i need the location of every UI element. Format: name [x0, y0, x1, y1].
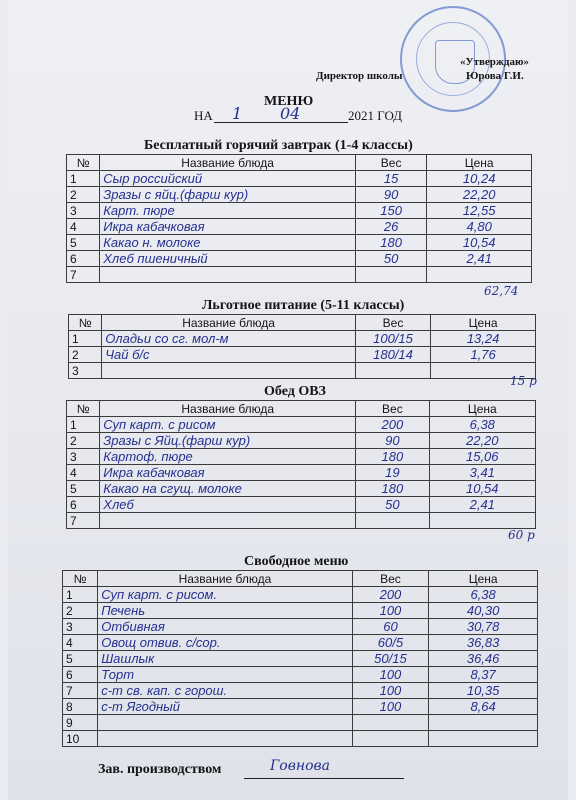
dish-price: 40,30 — [429, 603, 538, 619]
dish-weight: 50 — [355, 251, 426, 267]
table-row — [63, 635, 538, 651]
row-number: 6 — [63, 667, 98, 683]
dish-weight: 100 — [352, 699, 429, 715]
dish-name — [98, 731, 352, 747]
ovz-total: 60 р — [508, 528, 535, 542]
dish-weight — [352, 731, 429, 747]
table-row — [69, 347, 536, 363]
director-label: Директор школы — [316, 70, 403, 82]
menu-title: МЕНЮ — [264, 94, 314, 109]
row-number: 10 — [63, 731, 98, 747]
table-row — [67, 219, 532, 235]
dish-weight: 200 — [356, 417, 429, 433]
dish-weight: 60 — [352, 619, 429, 635]
table-row — [67, 449, 536, 465]
table-header-row — [69, 315, 536, 331]
dish-weight — [355, 267, 426, 283]
dish-name: Суп карт. с рисом. — [98, 587, 352, 603]
dish-price: 6,38 — [429, 417, 535, 433]
dish-name: Карт. пюре — [100, 203, 356, 219]
table-row — [67, 513, 536, 529]
dish-name: Зразы с Яйц.(фарш кур) — [100, 433, 356, 449]
manager-signature: Говнова — [270, 758, 330, 774]
dish-name — [102, 363, 356, 379]
dish-price: 3,41 — [429, 465, 535, 481]
date-na-label: НА — [194, 108, 213, 123]
dish-name — [98, 715, 352, 731]
row-number: 6 — [67, 251, 100, 267]
col-weight-header: Вес — [355, 315, 430, 331]
row-number: 3 — [67, 449, 100, 465]
dish-price: 13,24 — [431, 331, 536, 347]
dish-price — [429, 715, 538, 731]
row-number: 5 — [63, 651, 98, 667]
director-name: Юрова Г.И. — [466, 70, 524, 82]
table-row — [67, 251, 532, 267]
dish-name: Зразы с яйц.(фарш кур) — [100, 187, 356, 203]
date-month: 04 — [280, 104, 301, 123]
dish-weight: 100/15 — [355, 331, 430, 347]
dish-weight: 19 — [356, 465, 429, 481]
dish-name: с-т св. кап. с горош. — [98, 683, 352, 699]
free-section-title: Свободное меню — [244, 554, 349, 569]
col-price-header: Цена — [429, 571, 538, 587]
dish-name: Отбивная — [98, 619, 352, 635]
dish-price: 8,37 — [429, 667, 538, 683]
dish-weight: 150 — [355, 203, 426, 219]
col-number-header: № — [69, 315, 102, 331]
dish-name: Чай б/с — [102, 347, 356, 363]
breakfast-total: 62,74 — [484, 284, 519, 298]
dish-price: 6,38 — [429, 587, 538, 603]
table-row — [63, 667, 538, 683]
table-row — [67, 465, 536, 481]
table-row — [69, 363, 536, 379]
dish-weight: 180 — [356, 481, 429, 497]
table-header-row — [67, 155, 532, 171]
dish-weight: 90 — [355, 187, 426, 203]
dish-name: Шашлык — [98, 651, 352, 667]
dish-price: 10,35 — [429, 683, 538, 699]
col-price-header: Цена — [431, 315, 536, 331]
dish-price: 1,76 — [431, 347, 536, 363]
col-number-header: № — [67, 155, 100, 171]
row-number: 5 — [67, 481, 100, 497]
dish-weight: 100 — [352, 683, 429, 699]
dish-price: 22,20 — [429, 433, 535, 449]
dish-weight: 90 — [356, 433, 429, 449]
dish-weight: 180/14 — [355, 347, 430, 363]
dish-price: 4,80 — [427, 219, 532, 235]
dish-price — [429, 731, 538, 747]
dish-weight: 180 — [356, 449, 429, 465]
date-year: 2021 ГОД — [348, 108, 403, 123]
dish-price: 30,78 — [429, 619, 538, 635]
table-row — [67, 497, 536, 513]
table-row — [67, 171, 532, 187]
dish-weight: 50 — [356, 497, 429, 513]
table-row — [67, 433, 536, 449]
row-number: 2 — [67, 187, 100, 203]
dish-name — [100, 513, 356, 529]
col-dish-name-header: Название блюда — [100, 155, 356, 171]
row-number: 6 — [67, 497, 100, 513]
dish-weight: 15 — [355, 171, 426, 187]
row-number: 2 — [67, 433, 100, 449]
table-row — [63, 699, 538, 715]
dish-price — [427, 267, 532, 283]
row-number: 7 — [67, 513, 100, 529]
col-weight-header: Вес — [355, 155, 426, 171]
dish-price: 36,46 — [429, 651, 538, 667]
dish-name: Торт — [98, 667, 352, 683]
row-number: 3 — [69, 363, 102, 379]
table-row — [69, 331, 536, 347]
row-number: 4 — [67, 219, 100, 235]
dish-price: 8,64 — [429, 699, 538, 715]
dish-name: Сыр российский — [100, 171, 356, 187]
row-number: 4 — [63, 635, 98, 651]
row-number: 8 — [63, 699, 98, 715]
dish-price: 2,41 — [429, 497, 535, 513]
table-header-row — [63, 571, 538, 587]
free-menu-table — [62, 570, 538, 747]
table-row — [63, 731, 538, 747]
dish-weight: 50/15 — [352, 651, 429, 667]
dish-name: Печень — [98, 603, 352, 619]
table-row — [67, 235, 532, 251]
dish-price: 22,20 — [427, 187, 532, 203]
col-weight-header: Вес — [356, 401, 429, 417]
row-number: 1 — [67, 417, 100, 433]
dish-weight — [352, 715, 429, 731]
row-number: 4 — [67, 465, 100, 481]
dish-weight: 100 — [352, 603, 429, 619]
row-number: 9 — [63, 715, 98, 731]
approve-label: «Утверждаю» — [460, 56, 529, 68]
row-number: 3 — [67, 203, 100, 219]
col-dish-name-header: Название блюда — [100, 401, 356, 417]
dish-name: Картоф. пюре — [100, 449, 356, 465]
dish-weight: 200 — [352, 587, 429, 603]
col-dish-name-header: Название блюда — [98, 571, 352, 587]
lgotnoe-section-title: Льготное питание (5-11 классы) — [202, 298, 405, 313]
col-price-header: Цена — [427, 155, 532, 171]
row-number: 1 — [69, 331, 102, 347]
col-weight-header: Вес — [352, 571, 429, 587]
dish-price — [429, 513, 535, 529]
col-price-header: Цена — [429, 401, 535, 417]
row-number: 1 — [67, 171, 100, 187]
col-number-header: № — [67, 401, 100, 417]
table-row — [63, 587, 538, 603]
dish-name: Суп карт. с рисом — [100, 417, 356, 433]
col-dish-name-header: Название блюда — [102, 315, 356, 331]
ovz-table — [66, 400, 536, 529]
dish-name: Икра кабачковая — [100, 219, 356, 235]
row-number: 2 — [69, 347, 102, 363]
dish-price: 2,41 — [427, 251, 532, 267]
table-row — [67, 187, 532, 203]
table-row — [67, 203, 532, 219]
dish-weight: 100 — [352, 667, 429, 683]
dish-weight: 180 — [355, 235, 426, 251]
dish-name — [100, 267, 356, 283]
lgotnoe-total: 15 р — [510, 374, 537, 388]
date-day: 1 — [232, 104, 243, 123]
row-number: 7 — [63, 683, 98, 699]
table-row — [67, 481, 536, 497]
ovz-section-title: Обед ОВЗ — [264, 384, 326, 399]
dish-price: 10,54 — [427, 235, 532, 251]
dish-price: 15,06 — [429, 449, 535, 465]
row-number: 1 — [63, 587, 98, 603]
dish-name: Овощ отвив. с/сор. — [98, 635, 352, 651]
table-row — [63, 619, 538, 635]
table-row — [63, 603, 538, 619]
breakfast-table — [66, 154, 532, 283]
dish-weight: 60/5 — [352, 635, 429, 651]
table-row — [63, 715, 538, 731]
dish-price: 10,54 — [429, 481, 535, 497]
dish-name: с-т Ягодный — [98, 699, 352, 715]
dish-weight — [355, 363, 430, 379]
dish-name: Хлеб — [100, 497, 356, 513]
dish-price: 12,55 — [427, 203, 532, 219]
footer-manager-label: Зав. производством — [98, 762, 222, 777]
dish-weight: 26 — [355, 219, 426, 235]
dish-name: Какао на сгущ. молоке — [100, 481, 356, 497]
menu-sheet — [8, 0, 568, 800]
lgotnoe-table — [68, 314, 536, 379]
row-number: 7 — [67, 267, 100, 283]
table-row — [63, 683, 538, 699]
dish-price: 10,24 — [427, 171, 532, 187]
dish-name: Икра кабачковая — [100, 465, 356, 481]
dish-name: Оладьи со сг. мол-м — [102, 331, 356, 347]
breakfast-section-title: Бесплатный горячий завтрак (1-4 классы) — [144, 138, 413, 153]
table-row — [67, 267, 532, 283]
table-row — [67, 417, 536, 433]
dish-weight — [356, 513, 429, 529]
row-number: 3 — [63, 619, 98, 635]
col-number-header: № — [63, 571, 98, 587]
table-header-row — [67, 401, 536, 417]
dish-price: 36,83 — [429, 635, 538, 651]
row-number: 2 — [63, 603, 98, 619]
dish-name: Какао н. молоке — [100, 235, 356, 251]
row-number: 5 — [67, 235, 100, 251]
table-row — [63, 651, 538, 667]
dish-name: Хлеб пшеничный — [100, 251, 356, 267]
